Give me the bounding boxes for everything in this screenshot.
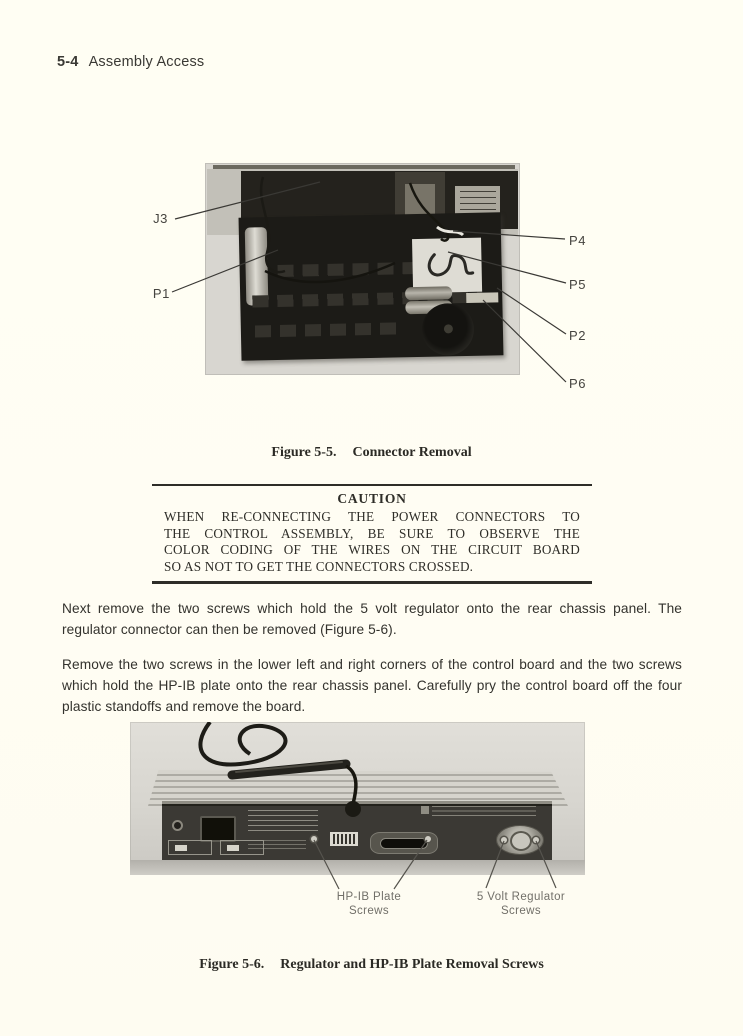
body-paragraph-2: Remove the two screws in the lower left and right corners of the control board and the two screws which hold the HP-IB plate onto the rear chassis panel. Carefully pry the control board off the four plastic standoffs and remove the board. [62,657,682,714]
capacitor-vertical [245,227,269,305]
hpib-plate-screw-right [425,836,431,842]
speaker [421,303,474,356]
page-title: Assembly Access [88,54,205,70]
figure-5-5 [0,160,743,395]
figure-5-5-caption-label: Figure 5-5. [271,445,337,460]
callout-p4: P4 [569,233,587,248]
callout-p6: P6 [569,376,587,391]
ic-row [255,322,405,337]
figure-5-5-caption [0,445,743,461]
photo-shadow [130,860,585,875]
caution-box [152,484,592,584]
control-board [239,212,504,360]
figure-5-6 [0,718,743,933]
figure-5-5-photo [205,163,520,375]
caution-line: WHEN RE-CONNECTING THE POWER CONNECTORS TO [164,509,580,524]
page-number: 5-4 [57,54,79,70]
figure-5-5-caption-title: Connector Removal [352,445,472,460]
callout-p1: P1 [152,286,170,301]
label-regulator-screws: 5 Volt Regulator Screws [476,891,566,917]
figure-5-6-caption-label: Figure 5-6. [199,957,265,972]
regulator-screw-right [533,837,539,843]
hp-branding-text [432,806,536,819]
dip-switch [330,832,358,846]
caution-line: SO AS NOT TO GET THE CONNECTORS CROSSED. [164,558,474,574]
panel-text-block [248,810,318,834]
callout-p5: P5 [569,277,587,292]
ic-row [278,262,428,277]
power-connector [200,816,236,842]
regulator-screw-left [501,837,507,843]
connector-strip [466,292,498,303]
hpib-plate-screw-left [311,836,317,842]
regulator-plate [412,238,482,293]
voltage-selector [168,840,268,857]
figure-5-6-caption-title: Regulator and HP-IB Plate Removal Screws [280,957,544,972]
caution-line: THE CONTROL ASSEMBLY, BE SURE TO OBSERVE THE [164,525,580,541]
page-header [57,54,204,70]
caution-line: COLOR CODING OF THE WIRES ON THE CIRCUIT BOARD [164,542,580,557]
plotter-top-fins [148,770,568,806]
fuse-holder [172,820,183,831]
figure-5-6-caption [0,957,743,973]
figure-5-6-photo [130,722,585,875]
label-hpib-plate-screws: HP-IB Plate Screws [336,891,402,917]
body-paragraph-1: Next remove the two screws which hold the 5 volt regulator onto the rear chassis panel. The regulator connector can then be removed (Figure 5-6). [62,601,682,637]
capacitor-horizontal [405,286,452,300]
wire-squiggle [412,238,482,293]
callout-p2: P2 [569,328,587,343]
hp-logo [421,806,429,814]
caution-title: CAUTION [337,491,407,506]
callout-j3: J3 [153,211,168,226]
